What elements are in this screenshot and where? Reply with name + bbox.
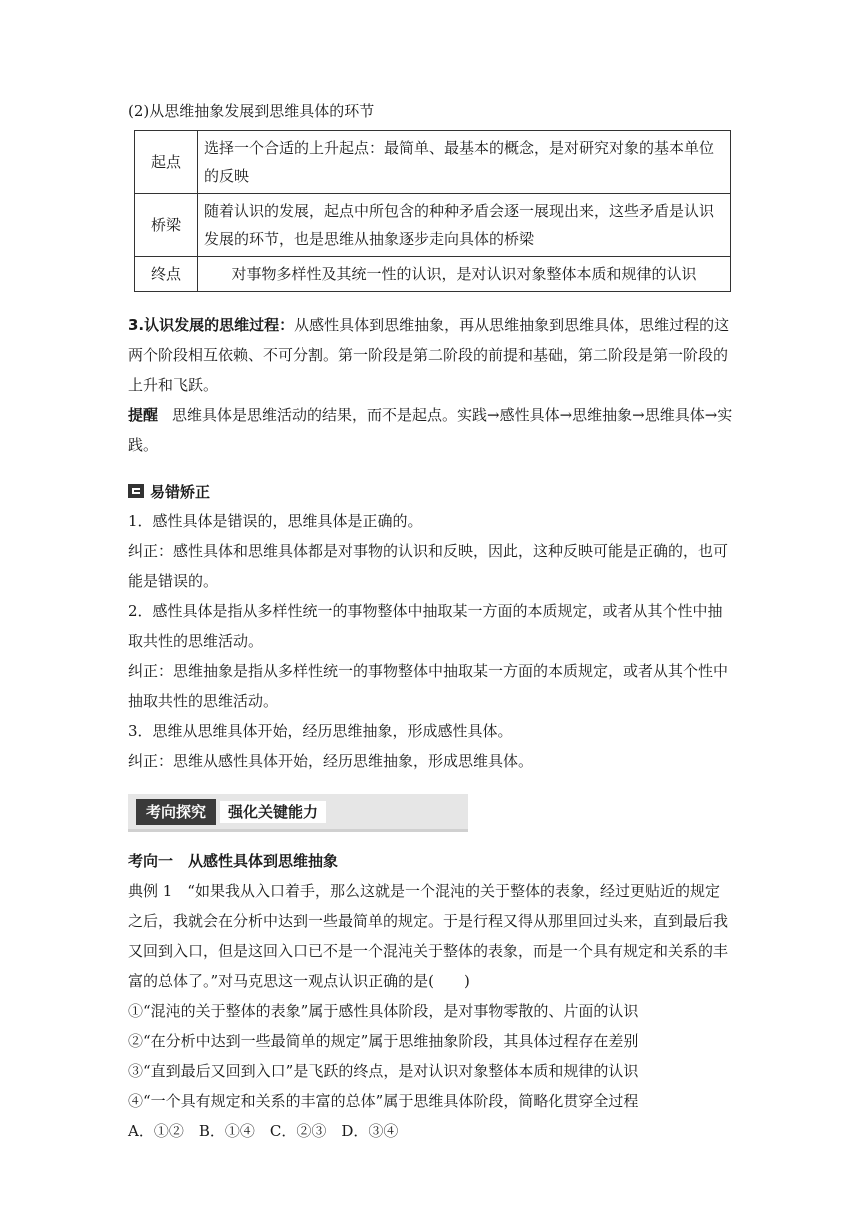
example-statement: ②“在分析中达到一些最简单的规定”属于思维抽象阶段，其具体过程存在差别 <box>128 1032 639 1050</box>
error-section-header <box>128 476 734 506</box>
error-section-title: 易错矫正 <box>150 482 211 501</box>
section-2-title: (2)从思维抽象发展到思维具体的环节 <box>128 102 375 120</box>
section-marker-icon <box>128 484 144 498</box>
example-statement: ③“直到最后又回到入口”是飞跃的终点，是对认识对象整体本质和规律的认识 <box>128 1062 639 1080</box>
error-correction: 纠正：感性具体和思维具体都是对事物的认识和反映，因此，这种反映可能是正确的，也可能是错误的。 <box>128 542 729 590</box>
document-page <box>128 96 734 1146</box>
error-correction: 纠正：思维从感性具体开始，经历思维抽象，形成思维具体。 <box>128 752 534 770</box>
table-row <box>135 194 731 257</box>
error-statement: 1．感性具体是错误的，思维具体是正确的。 <box>128 512 423 530</box>
direction-heading: 考向一 从感性具体到思维抽象 <box>128 852 339 870</box>
stage-name: 终点 <box>135 257 198 292</box>
example-statement: ④“一个具有规定和关系的丰富的总体”属于思维具体阶段，简略化贯穿全过程 <box>128 1092 639 1110</box>
section-3 <box>128 310 734 400</box>
error-correction: 纠正：思维抽象是指从多样性统一的事物整体中抽取某一方面的本质规定，或者从其个性中抽取共性的思维活动。 <box>128 662 729 710</box>
stage-name: 桥梁 <box>135 194 198 257</box>
banner-subtitle: 强化关键能力 <box>220 801 326 823</box>
example-statement: ①“混沌的关于整体的表象”属于感性具体阶段，是对事物零散的、片面的认识 <box>128 1002 639 1020</box>
tip <box>128 400 734 460</box>
stages-table <box>134 130 731 292</box>
stage-desc: 对事物多样性及其统一性的认识，是对认识对象整体本质和规律的认识 <box>198 257 731 292</box>
table-row <box>135 131 731 194</box>
tip-label: 提醒 <box>128 406 159 424</box>
stage-desc: 随着认识的发展，起点中所包含的种种矛盾会逐一展现出来，这些矛盾是认识发展的环节，也是思维从抽象逐步走向具体的桥梁 <box>198 194 731 257</box>
answer-options: A．①② B．①④ C．②③ D．③④ <box>128 1122 399 1140</box>
section-banner <box>128 794 468 832</box>
section-3-text: 从感性具体到思维抽象，再从思维抽象到思维具体，思维过程的这两个阶段相互依赖、不可分割。第一阶段是第二阶段的前提和基础，第二阶段是第一阶段的上升和飞跃。 <box>128 316 730 394</box>
stage-desc: 选择一个合适的上升起点：最简单、最基本的概念，是对研究对象的基本单位的反映 <box>198 131 731 194</box>
section-3-label: 3.认识发展的思维过程： <box>128 316 295 334</box>
stage-name: 起点 <box>135 131 198 194</box>
example-text: 典例 1 “如果我从入口着手，那么这就是一个混沌的关于整体的表象，经过更贴近的规定之后，我就会在分析中达到一些最简单的规定。于是行程又得从那里回过头来，直到最后我又回到入口，但是这回入口已不是一个混沌关于整体的表象，而是一个具有规定和关系的丰富的总体了。”对马克思这一观点认识正确的是( ) <box>128 882 729 990</box>
banner-title: 考向探究 <box>136 799 216 825</box>
error-statement: 2．感性具体是指从多样性统一的事物整体中抽取某一方面的本质规定，或者从其个性中抽取共性的思维活动。 <box>128 602 723 650</box>
error-statement: 3．思维从思维具体开始，经历思维抽象，形成感性具体。 <box>128 722 513 740</box>
tip-text: 思维具体是思维活动的结果，而不是起点。实践→感性具体→思维抽象→思维具体→实践。 <box>128 406 733 454</box>
table-row <box>135 257 731 292</box>
